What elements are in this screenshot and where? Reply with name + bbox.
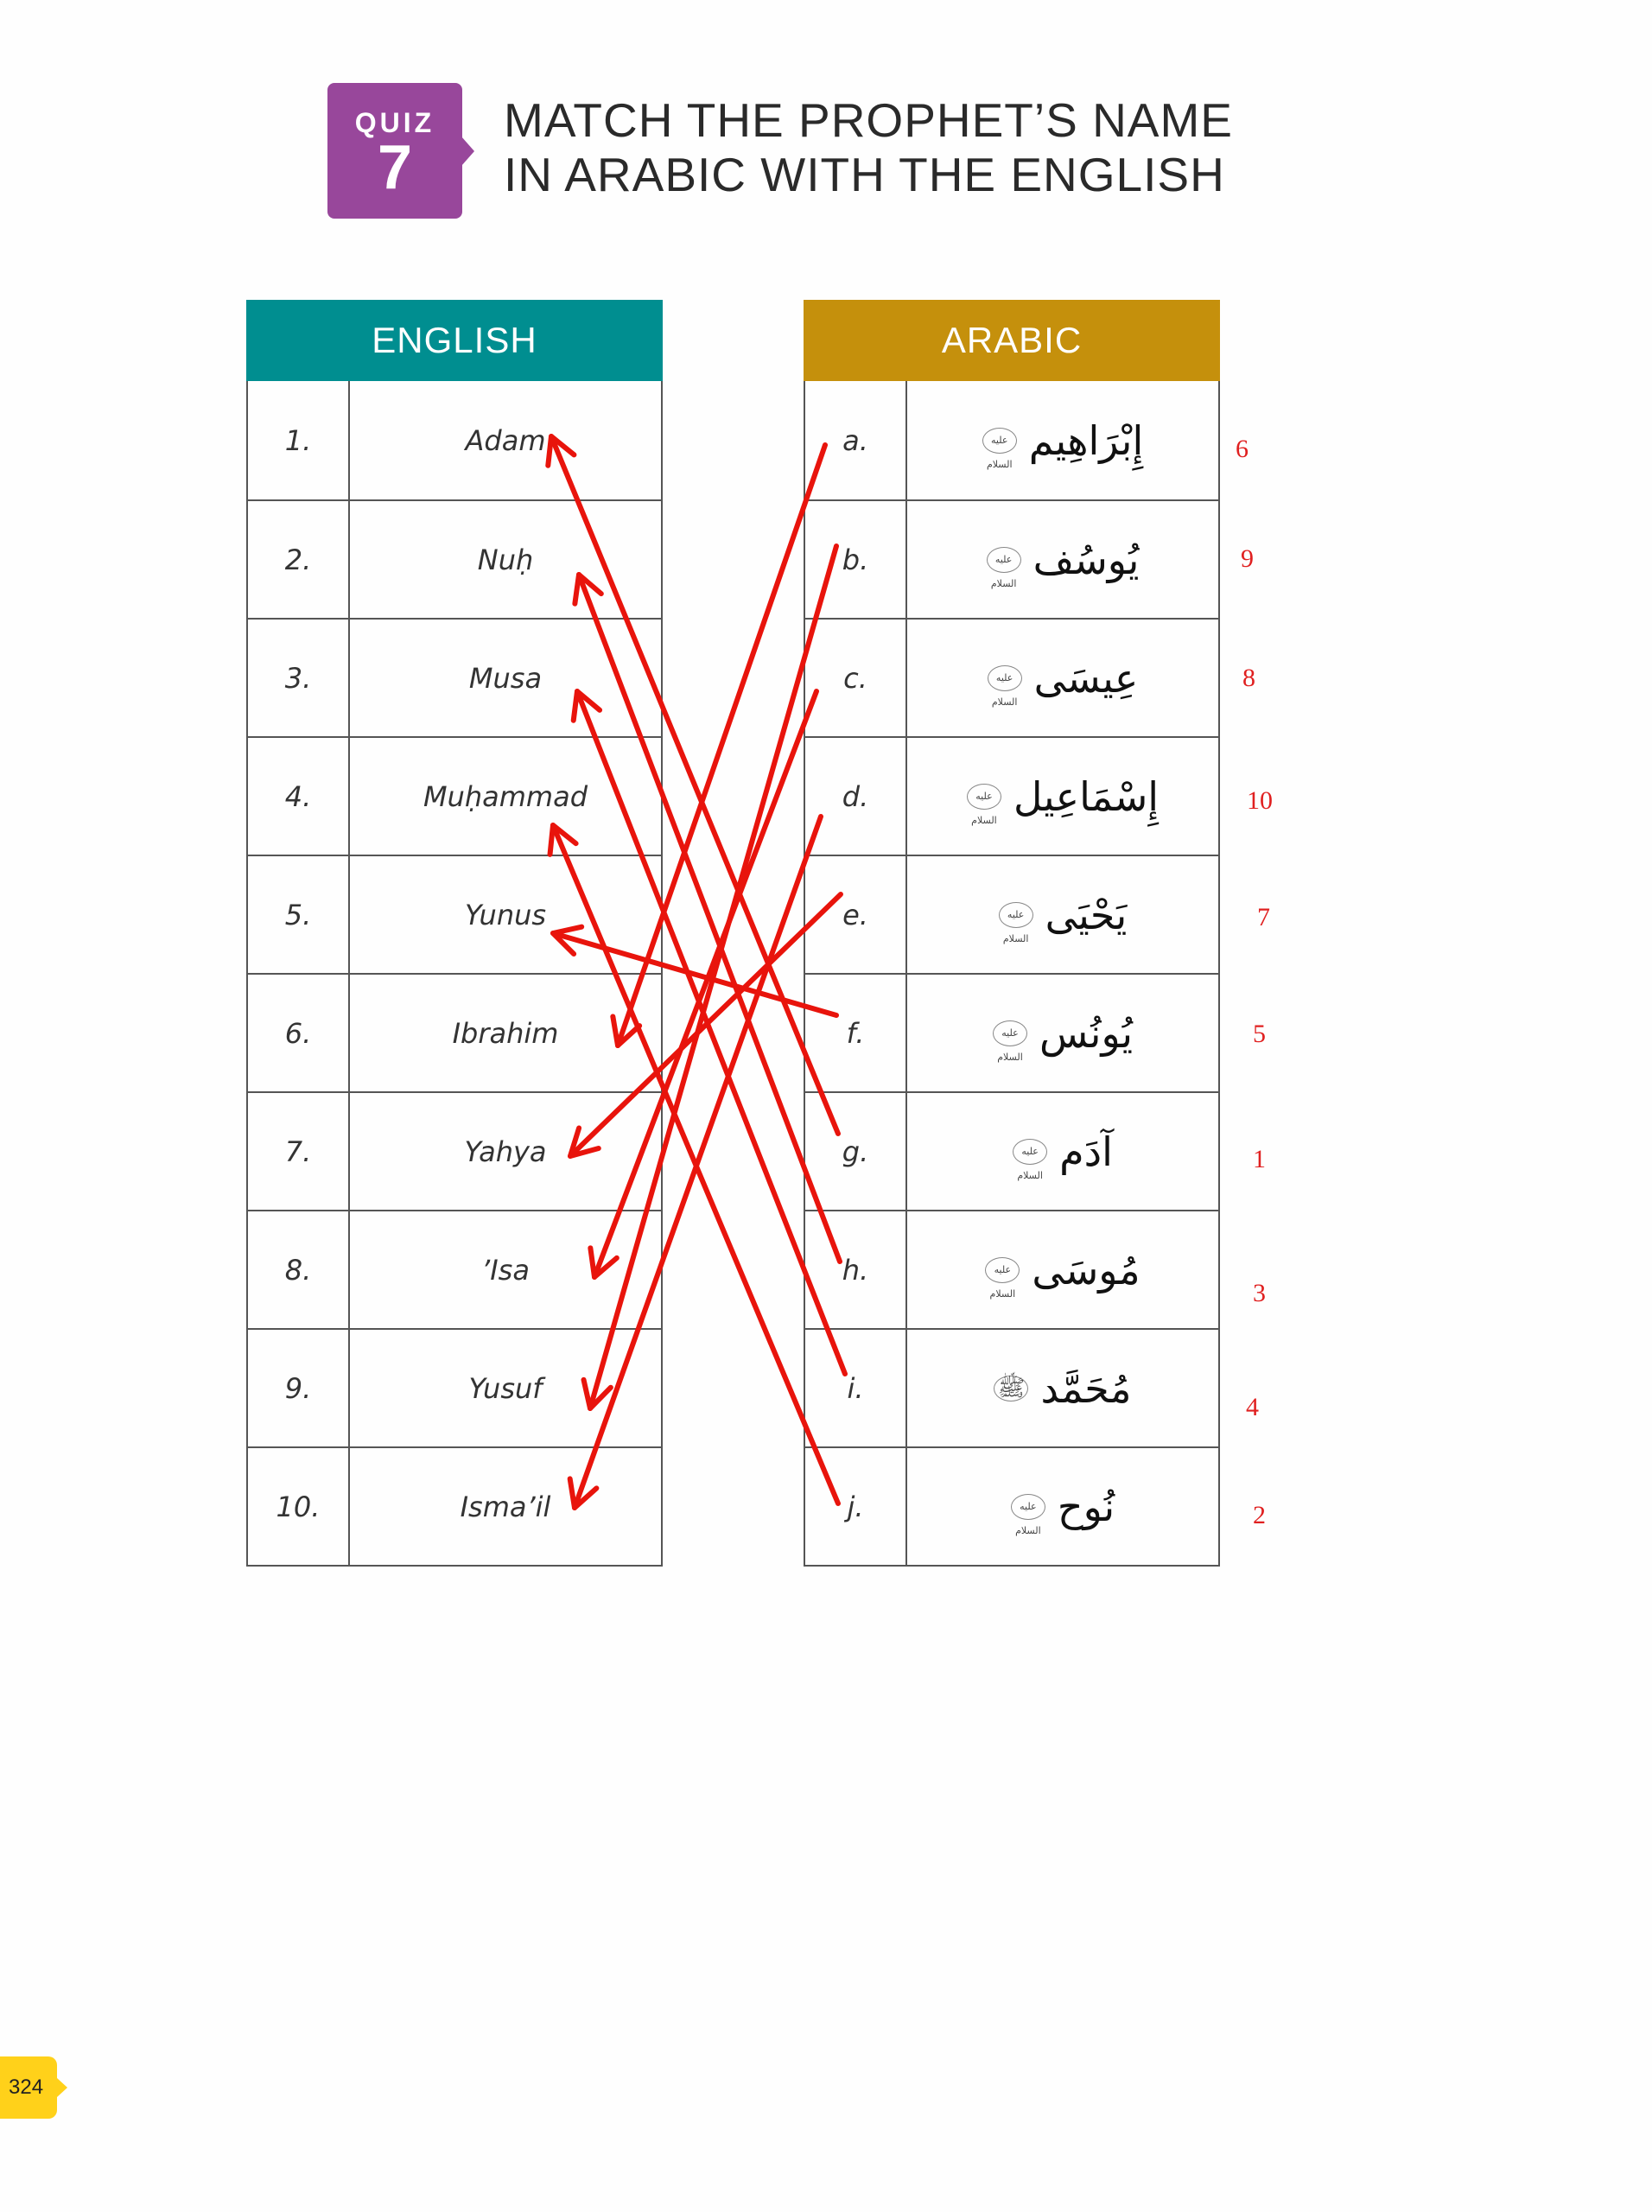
english-prophet-name: Isma’il (460, 1490, 551, 1523)
title-line-2: IN ARABIC WITH THE ENGLISH (504, 148, 1225, 201)
english-prophet-name: Yusuf (468, 1371, 543, 1405)
english-row-number: 3. (248, 620, 350, 736)
arabic-row-letter: i. (805, 1330, 907, 1446)
english-row-number: 9. (248, 1330, 350, 1446)
honorific-icon: عليه السلام (988, 665, 1022, 691)
english-row-number: 8. (248, 1211, 350, 1328)
handwritten-answer: 8 (1242, 664, 1255, 692)
quiz-number: 7 (377, 133, 413, 202)
arabic-name-text: إِسْمَاعِيل (1013, 772, 1160, 820)
arabic-name-text: مُوسَى (1032, 1246, 1141, 1294)
arabic-row-letter: h. (805, 1211, 907, 1328)
english-prophet-name: Adam (465, 423, 546, 457)
arabic-name-text: يُونُس (1039, 1009, 1134, 1057)
handwritten-answer: 5 (1253, 1020, 1266, 1048)
arabic-row-letter: g. (805, 1093, 907, 1210)
quiz-label: QUIZ (354, 107, 435, 138)
english-prophet-name: Muḥammad (423, 779, 588, 813)
arabic-row-letter: c. (805, 620, 907, 736)
handwritten-answer: 1 (1253, 1145, 1266, 1173)
english-prophet-name: Musa (468, 661, 543, 695)
arabic-header: ARABIC (804, 300, 1220, 381)
english-row-number: 10. (248, 1448, 350, 1565)
arabic-row-letter: d. (805, 738, 907, 855)
arabic-row-letter: e. (805, 856, 907, 973)
handwritten-answer: 10 (1247, 786, 1273, 815)
arabic-row-letter: b. (805, 501, 907, 618)
english-header: ENGLISH (246, 300, 663, 381)
handwritten-answer: 2 (1253, 1501, 1266, 1529)
arabic-name-text: آدَم (1059, 1128, 1113, 1175)
english-row-number: 7. (248, 1093, 350, 1210)
handwritten-answer: 3 (1253, 1279, 1266, 1307)
honorific-icon: ﷺ (994, 1376, 1028, 1402)
honorific-icon: عليه السلام (982, 428, 1017, 454)
arabic-name-text: يُوسُف (1032, 536, 1140, 583)
handwritten-answer: 4 (1246, 1393, 1259, 1421)
arabic-row-letter: j. (805, 1448, 907, 1565)
english-prophet-name: Yahya (464, 1135, 547, 1168)
arabic-name-text: نُوح (1057, 1483, 1115, 1530)
honorific-icon: عليه السلام (1013, 1139, 1047, 1165)
english-row-number: 6. (248, 975, 350, 1091)
english-prophet-name: Ibrahim (452, 1016, 559, 1050)
title-line-1: MATCH THE PROPHET’S NAME (504, 93, 1233, 147)
english-row-number: 4. (248, 738, 350, 855)
english-prophet-name: Yunus (464, 898, 547, 931)
arabic-row-letter: a. (805, 381, 907, 499)
english-prophet-name: Nuḥ (477, 543, 534, 576)
english-row-number: 5. (248, 856, 350, 973)
handwritten-answer: 7 (1257, 903, 1270, 931)
arabic-name-text: يَحْيَى (1045, 891, 1128, 938)
honorific-icon: عليه السلام (985, 1257, 1020, 1283)
honorific-icon: عليه السلام (987, 547, 1021, 573)
honorific-icon: عليه السلام (967, 784, 1001, 810)
arabic-row-letter: f. (805, 975, 907, 1091)
page-number: 324 (0, 2056, 57, 2119)
arabic-name-text: مُحَمَّد (1040, 1364, 1132, 1412)
english-row-number: 1. (248, 381, 350, 499)
honorific-icon: عليه السلام (1011, 1494, 1045, 1520)
honorific-icon: عليه السلام (993, 1020, 1027, 1046)
handwritten-answer: 9 (1241, 544, 1254, 573)
handwritten-answer: 6 (1236, 435, 1249, 463)
honorific-icon: عليه السلام (999, 902, 1033, 928)
arabic-name-text: إِبْرَاهِيم (1028, 416, 1144, 464)
english-row-number: 2. (248, 501, 350, 618)
arabic-name-text: عِيسَى (1033, 654, 1139, 702)
english-prophet-name: ’Isa (481, 1253, 530, 1287)
